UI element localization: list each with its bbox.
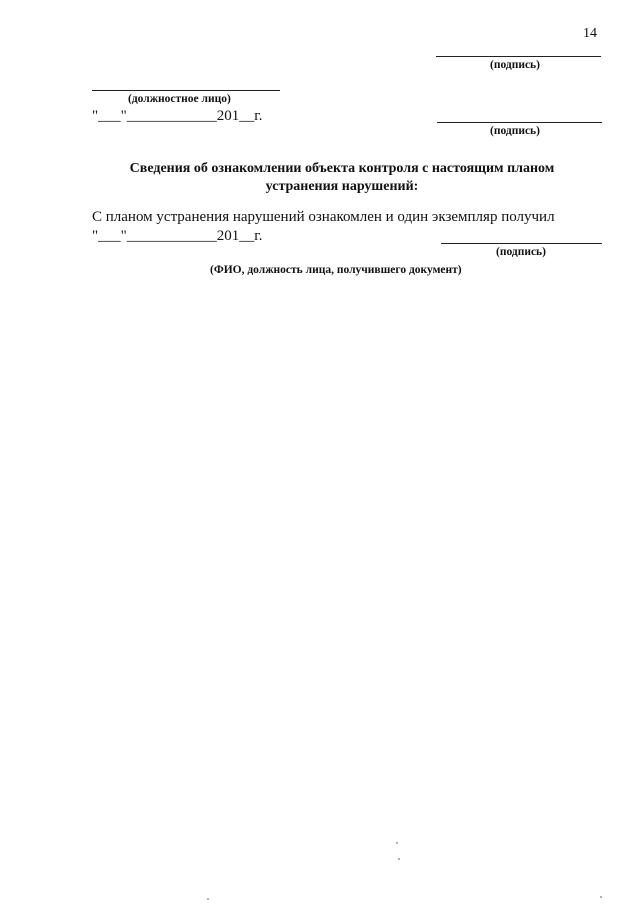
official-date-line: "___"____________201__г. xyxy=(92,108,263,124)
scan-speck xyxy=(207,898,209,900)
top-signature-caption: (подпись) xyxy=(490,59,540,71)
top-signature-line xyxy=(436,56,601,57)
acknowledgement-signature-line xyxy=(441,243,602,244)
section-heading-line-1: Сведения об ознакомлении объекта контроля с настоящим планом xyxy=(129,161,555,176)
section-heading-line-2: устранения нарушений: xyxy=(265,179,419,194)
recipient-caption: (ФИО, должность лица, получившего документ) xyxy=(210,264,462,276)
acknowledgement-date-line: "___"____________201__г. xyxy=(92,228,263,244)
scan-speck xyxy=(398,858,400,860)
official-line xyxy=(92,90,280,91)
official-signature-caption: (подпись) xyxy=(490,125,540,137)
scan-speck xyxy=(600,896,602,898)
scan-speck xyxy=(396,842,398,844)
acknowledgement-signature-caption: (подпись) xyxy=(496,246,546,258)
section-heading xyxy=(92,160,592,196)
page-number: 14 xyxy=(583,26,597,41)
official-caption: (должностное лицо) xyxy=(128,93,231,105)
official-signature-line xyxy=(437,122,602,123)
acknowledgement-text: С планом устранения нарушений ознакомлен и один экземпляр получил xyxy=(92,209,555,225)
